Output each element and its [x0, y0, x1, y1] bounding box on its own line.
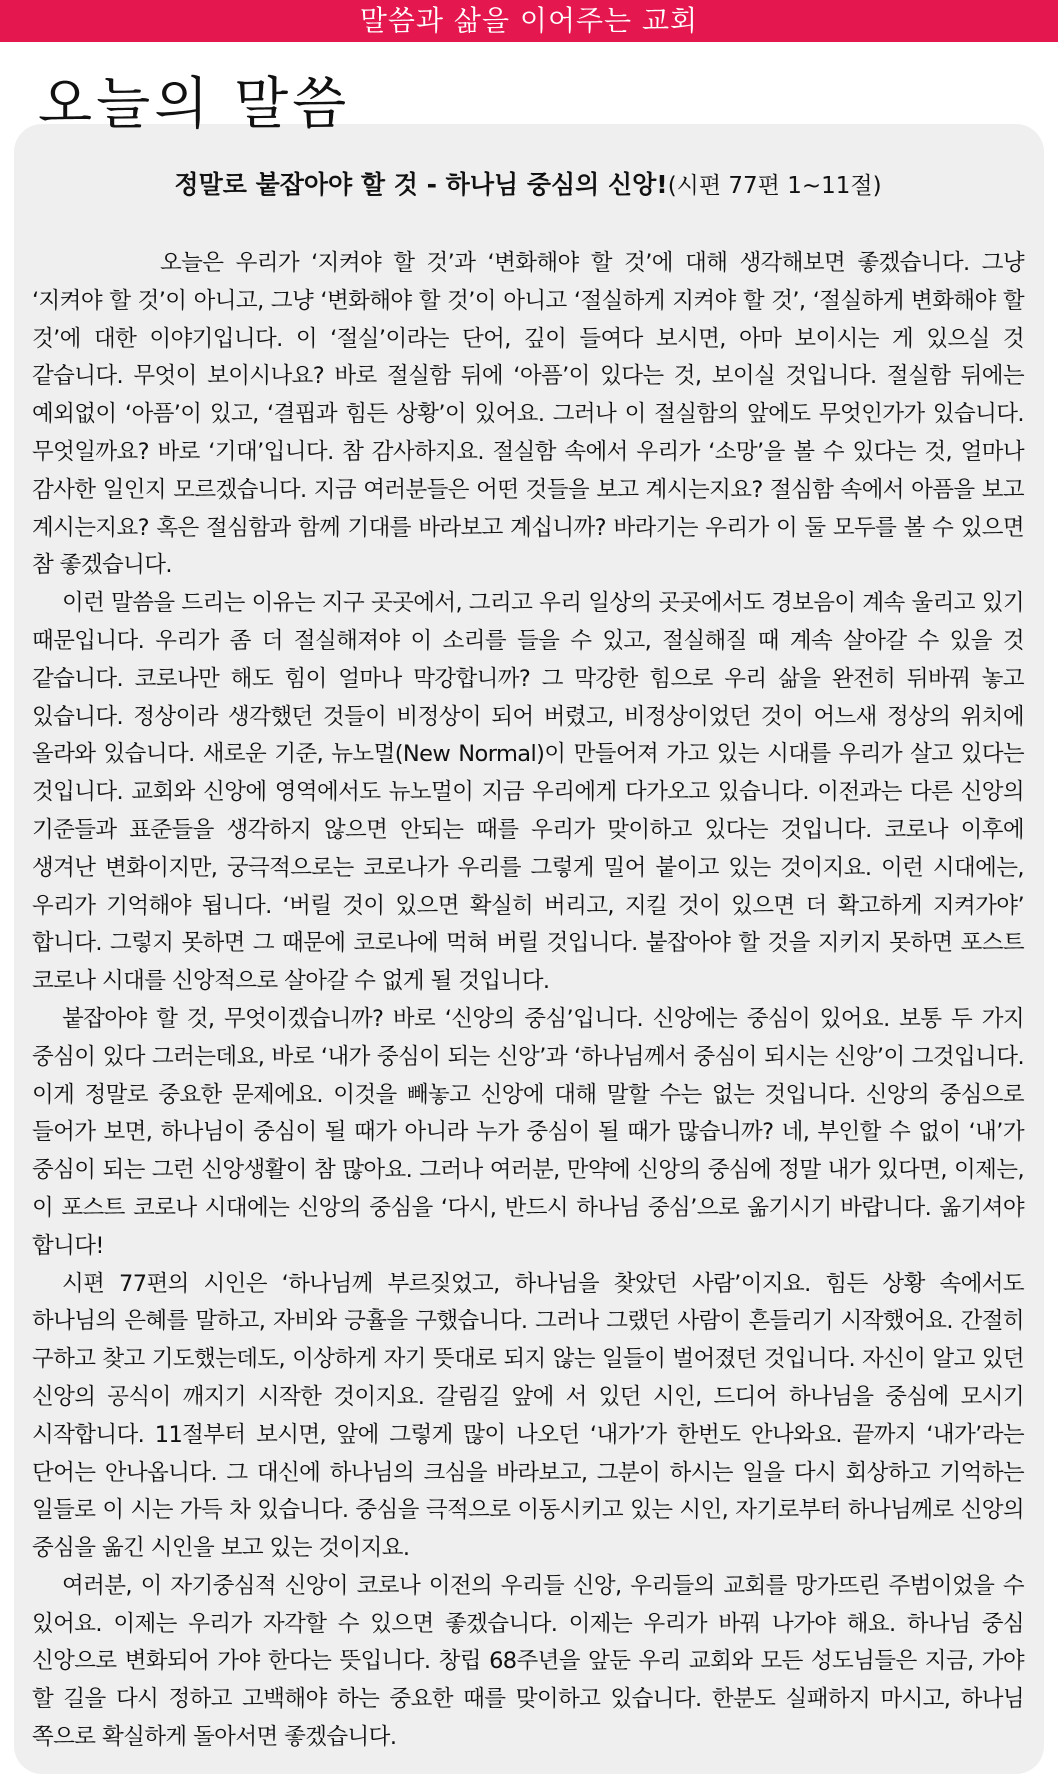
sermon-body [32, 245, 1024, 1757]
top-banner [0, 0, 1058, 42]
sermon-scripture-reference: (시편 77편 1~11절) [667, 173, 882, 199]
sermon-paragraph-5: 여러분, 이 자기중심적 신앙이 코로나 이전의 우리들 신앙, 우리들의 교회를 망가뜨린 주범이었을 수 있어요. 이제는 우리가 자각할 수 있으면 좋겠습니다. 이제는 우리가 바꿔 나가야 해요. 하나님 중심 신앙으로 변화되어 가야 한다는 뜻입니다. 창립 68주년을 앞둔 우리 교회와 모든 성도님들은 지금, 가야 할 길을 다시 정하고 고백해야 하는 중요한 때를 맞이하고 있습니다. 한분도 실패하지 마시고, 하나님 쪽으로 확실하게 돌아서면 좋겠습니다. [32, 1572, 1024, 1751]
sermon-paragraph-2: 이런 말씀을 드리는 이유는 지구 곳곳에서, 그리고 우리 일상의 곳곳에서도 경보음이 계속 울리고 있기 때문입니다. 우리가 좀 더 절실해져야 이 소리를 들을 수 있고, 절실해질 때 계속 살아갈 수 있을 것 같습니다. 코로나만 해도 힘이 얼마나 막강합니까? 그 막강한 힘으로 우리 삶을 완전히 뒤바꿔 놓고 있습니다. 정상이라 생각했던 것들이 비정상이 되어 버렸고, 비정상이었던 것이 어느새 정상의 위치에 올라와 있습니다. 새로운 기준, 뉴노멀(New Normal)이 만들어져 가고 있는 시대를 우리가 살고 있다는 것입니다. 교회와 신앙에 영역에서도 뉴노멀이 지금 우리에게 다가오고 있습니다. 이전과는 다른 신앙의 기준들과 표준들을 생각하지 않으면 안되는 때를 우리가 맞이하고 있다는 것입니다. 코로나 이후에 생겨난 변화이지만, 궁극적으로는 코로나가 우리를 그렇게 밀어 붙이고 있는 것이지요. 이런 시대에는, 우리가 기억해야 됩니다. ‘버릴 것이 있으면 확실히 버리고, 지킬 것이 있으면 더 확고하게 지켜가야’ 합니다. 그렇지 못하면 그 때문에 코로나에 먹혀 버릴 것입니다. 붙잡아야 할 것을 지키지 못하면 포스트 코로나 시대를 신앙적으로 살아갈 수 없게 될 것입니다. [32, 590, 1024, 995]
section-title: 오늘의 말씀 [38, 72, 351, 137]
sermon-title [32, 168, 1024, 203]
sermon-content-box [14, 124, 1044, 1774]
banner-text: 말씀과 삶을 이어주는 교회 [359, 4, 699, 37]
sermon-paragraph-3: 붙잡아야 할 것, 무엇이겠습니까? 바로 ‘신앙의 중심’입니다. 신앙에는 중심이 있어요. 보통 두 가지 중심이 있다 그러는데요, 바로 ‘내가 중심이 되는 신앙’과 ‘하나님께서 중심이 되시는 신앙’이 그것입니다. 이게 정말로 중요한 문제에요. 이것을 빼놓고 신앙에 대해 말할 수는 없는 것입니다. 신앙의 중심으로 들어가 보면, 하나님이 중심이 될 때가 아니라 누가 중심이 될 때가 많습니까? 네, 부인할 수 없이 ‘내’가 중심이 되는 그런 신앙생활이 참 많아요. 그러나 여러분, 만약에 신앙의 중심에 정말 내가 있다면, 이제는, 이 포스트 코로나 시대에는 신앙의 중심을 ‘다시, 반드시 하나님 중심’으로 옮기시기 바랍니다. 옮기셔야 합니다! [32, 1005, 1024, 1259]
sermon-paragraph-4: 시편 77편의 시인은 ‘하나님께 부르짖었고, 하나님을 찾았던 사람’이지요. 힘든 상황 속에서도 하나님의 은혜를 말하고, 자비와 긍휼을 구했습니다. 그러나 그랬던 사람이 흔들리기 시작했어요. 간절히 구하고 찾고 기도했는데도, 이상하게 자기 뜻대로 되지 않는 일들이 벌어졌던 것입니다. 자신이 알고 있던 신앙의 공식이 깨지기 시작한 것이지요. 갈림길 앞에 서 있던 시인, 드디어 하나님을 중심에 모시기 시작합니다. 11절부터 보시면, 앞에 그렇게 많이 나오던 ‘내가’가 한번도 안나와요. 끝까지 ‘내가’라는 단어는 안나옵니다. 그 대신에 하나님의 크심을 바라보고, 그분이 하시는 일을 다시 회상하고 기억하는 일들로 이 시는 가득 차 있습니다. 중심을 극적으로 이동시키고 있는 시인, 자기로부터 하나님께로 신앙의 중심을 옮긴 시인을 보고 있는 것이지요. [32, 1270, 1024, 1562]
sermon-title-main: 정말로 붙잡아야 할 것 - 하나님 중심의 신앙! [174, 170, 668, 199]
sermon-paragraph-1: 오늘은 우리가 ‘지켜야 할 것’과 ‘변화해야 할 것’에 대해 생각해보면 좋겠습니다. 그냥 ‘지켜야 할 것’이 아니고, 그냥 ‘변화해야 할 것’이 아니고 ‘절실하게 지켜야 할 것’, ‘절실하게 변화해야 할 것’에 대한 이야기입니다. 이 ‘절실’이라는 단어, 깊이 들여다 보시면, 아마 보이시는 게 있으실 것 같습니다. 무엇이 보이시나요? 바로 절실함 뒤에 ‘아픔’이 있다는 것, 보이실 것입니다. 절실함 뒤에는 예외없이 ‘아픔’이 있고, ‘결핍과 힘든 상황’이 있어요. 그러나 이 절실함의 앞에도 무엇인가가 있습니다. 무엇일까요? 바로 ‘기대’입니다. 참 감사하지요. 절실함 속에서 우리가 ‘소망’을 볼 수 있다는 것, 얼마나 감사한 일인지 모르겠습니다. 지금 여러분들은 어떤 것들을 보고 계시는지요? 절심함 속에서 아픔을 보고 계시는지요? 혹은 절심함과 함께 기대를 바라보고 계십니까? 바라기는 우리가 이 둘 모두를 볼 수 있으면 참 좋겠습니다. [32, 250, 1024, 579]
